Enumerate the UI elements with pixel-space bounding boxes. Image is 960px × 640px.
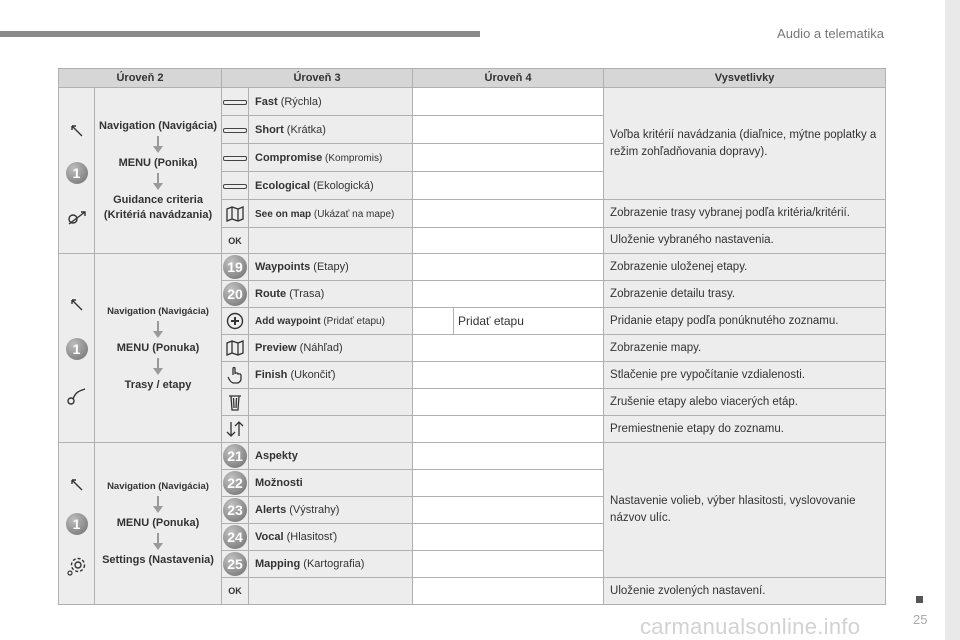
number-badge: 23 [223, 498, 247, 522]
level4-spacer [413, 308, 454, 335]
level2-item: Trasy / etapy [124, 378, 192, 391]
option-icon-cell [222, 551, 249, 578]
option-label: Route (Trasa) [249, 281, 413, 308]
table-row [59, 88, 886, 116]
level1-badge: 1 [66, 338, 88, 360]
down-arrow-icon [153, 496, 163, 514]
explanation-cell: Zobrazenie uloženej etapy. [604, 254, 886, 281]
option-icon-cell [222, 281, 249, 308]
gear-icon [67, 556, 87, 576]
explanation-cell: Premiestnenie etapy do zoznamu. [604, 416, 886, 443]
down-arrow-icon [153, 173, 163, 191]
level2-item: MENU (Ponuka) [116, 341, 200, 354]
level2-cell [95, 254, 222, 443]
header-level2: Úroveň 2 [59, 69, 222, 88]
touch-finger-icon [227, 366, 243, 384]
number-badge: 20 [223, 282, 247, 306]
option-label: Aspekty [249, 443, 413, 470]
level2-item: Navigation (Navigácia) [107, 481, 209, 492]
level4-cell [413, 116, 604, 144]
map-icon [225, 206, 245, 222]
explanation-cell: Uloženie zvolených nastavení. [604, 578, 886, 605]
option-icon-cell [222, 578, 249, 605]
waypoint-route-icon [66, 387, 88, 405]
explanation-cell: Nastavenie volieb, výber hlasitosti, vyslovovanie názvov ulíc. [604, 443, 886, 578]
table-header-row [59, 69, 886, 88]
option-label: Fast (Rýchla) [249, 88, 413, 116]
option-label: Compromise (Kompromis) [249, 144, 413, 172]
option-icon-cell [222, 200, 249, 228]
level4-cell [413, 172, 604, 200]
level4-cell [413, 497, 604, 524]
level4-cell [413, 88, 604, 116]
number-badge: 24 [223, 525, 247, 549]
navigation-arrow-icon [70, 298, 84, 312]
option-label [249, 416, 413, 443]
explanation-cell: Zobrazenie trasy vybranej podľa kritéria/kritérií. [604, 200, 886, 228]
option-bar-icon [223, 128, 247, 133]
down-arrow-icon [153, 136, 163, 154]
option-label: Vocal (Hlasitosť) [249, 524, 413, 551]
header-level4: Úroveň 4 [413, 69, 604, 88]
level4-cell [413, 335, 604, 362]
section-title: Audio a telematika [777, 26, 884, 41]
level2-cell [95, 88, 222, 254]
page-number: 25 [913, 612, 928, 627]
navigation-arrow-icon [70, 478, 84, 492]
option-icon-cell [222, 416, 249, 443]
explanation-cell: Voľba kritérií navádzania (diaľnice, mýtne poplatky a režim zohľadňovania dopravy). [604, 88, 886, 200]
option-label: See on map (Ukázať na mape) [249, 200, 413, 228]
option-label: Možnosti [249, 470, 413, 497]
option-label: Waypoints (Etapy) [249, 254, 413, 281]
option-label: Mapping (Kartografia) [249, 551, 413, 578]
option-icon-cell [222, 335, 249, 362]
option-bar-icon [223, 184, 247, 189]
header-explanations: Vysvetlivky [604, 69, 886, 88]
option-icon-cell [222, 254, 249, 281]
level4-cell [413, 416, 604, 443]
level4-cell: Pridať etapu [454, 308, 604, 335]
option-icon-cell [222, 470, 249, 497]
option-icon-cell [222, 144, 249, 172]
level2-item: Guidance criteria (Kritériá navádzania) [103, 193, 213, 221]
add-circle-icon [226, 312, 244, 330]
header-level3: Úroveň 3 [222, 69, 413, 88]
ok-label: OK [228, 586, 242, 596]
level1-cell [59, 254, 95, 443]
section-end-marker [916, 596, 923, 603]
explanation-cell: Zobrazenie mapy. [604, 335, 886, 362]
page-margin-strip [945, 0, 960, 640]
option-label [249, 578, 413, 605]
watermark: carmanualsonline.info [640, 614, 861, 639]
move-up-down-icon [224, 420, 246, 438]
ok-label: OK [228, 235, 242, 246]
option-icon-cell [222, 172, 249, 200]
level4-cell [413, 254, 604, 281]
option-label: Add waypoint (Pridať etapu) [249, 308, 413, 335]
level4-cell [413, 144, 604, 172]
level1-cell [59, 88, 95, 254]
navigation-arrow-icon [70, 124, 84, 138]
level2-item: Settings (Nastavenia) [102, 554, 214, 566]
number-badge: 21 [223, 444, 247, 468]
table-row [59, 254, 886, 281]
level4-cell [413, 389, 604, 416]
option-bar-icon [223, 156, 247, 161]
level4-cell [413, 578, 604, 605]
level1-cell [59, 443, 95, 605]
down-arrow-icon [153, 358, 163, 376]
option-icon-cell [222, 389, 249, 416]
option-icon-cell [222, 228, 249, 254]
level1-badge: 1 [66, 162, 88, 184]
option-label [249, 389, 413, 416]
level4-cell [413, 362, 604, 389]
level4-cell [413, 281, 604, 308]
option-icon-cell [222, 443, 249, 470]
option-label: Alerts (Výstrahy) [249, 497, 413, 524]
explanation-cell: Zobrazenie detailu trasy. [604, 281, 886, 308]
option-label: Finish (Ukončiť) [249, 362, 413, 389]
option-label: Preview (Náhľad) [249, 335, 413, 362]
option-icon-cell [222, 524, 249, 551]
option-icon-cell [222, 308, 249, 335]
level2-item: Navigation (Navigácia) [107, 305, 209, 317]
option-icon-cell [222, 497, 249, 524]
option-label: Ecological (Ekologická) [249, 172, 413, 200]
down-arrow-icon [153, 533, 163, 551]
number-badge: 19 [223, 255, 247, 279]
level4-cell [413, 228, 604, 254]
level2-item: MENU (Ponuka) [116, 517, 200, 529]
option-label [249, 228, 413, 254]
menu-table [58, 68, 886, 605]
option-icon-cell [222, 88, 249, 116]
trash-icon [227, 393, 243, 411]
number-badge: 25 [223, 552, 247, 576]
option-icon-cell [222, 362, 249, 389]
map-icon [225, 340, 245, 356]
down-arrow-icon [153, 321, 163, 339]
level4-cell [413, 470, 604, 497]
option-label: Short (Krátka) [249, 116, 413, 144]
table-row [59, 443, 886, 470]
level1-badge: 1 [66, 513, 88, 535]
explanation-cell: Pridanie etapy podľa ponúknutého zoznamu. [604, 308, 886, 335]
option-icon-cell [222, 116, 249, 144]
explanation-cell: Stlačenie pre vypočítanie vzdialenosti. [604, 362, 886, 389]
explanation-cell: Zrušenie etapy alebo viacerých etáp. [604, 389, 886, 416]
option-bar-icon [223, 100, 247, 105]
level4-cell [413, 443, 604, 470]
level2-cell [95, 443, 222, 605]
top-rule [0, 31, 480, 37]
level4-cell [413, 551, 604, 578]
number-badge: 22 [223, 471, 247, 495]
level4-cell [413, 524, 604, 551]
level4-cell [413, 200, 604, 228]
level2-item: MENU (Ponika) [118, 156, 198, 169]
settings-route-icon [66, 208, 88, 226]
explanation-cell: Uloženie vybraného nastavenia. [604, 228, 886, 254]
level2-item: Navigation (Navigácia) [99, 119, 217, 132]
